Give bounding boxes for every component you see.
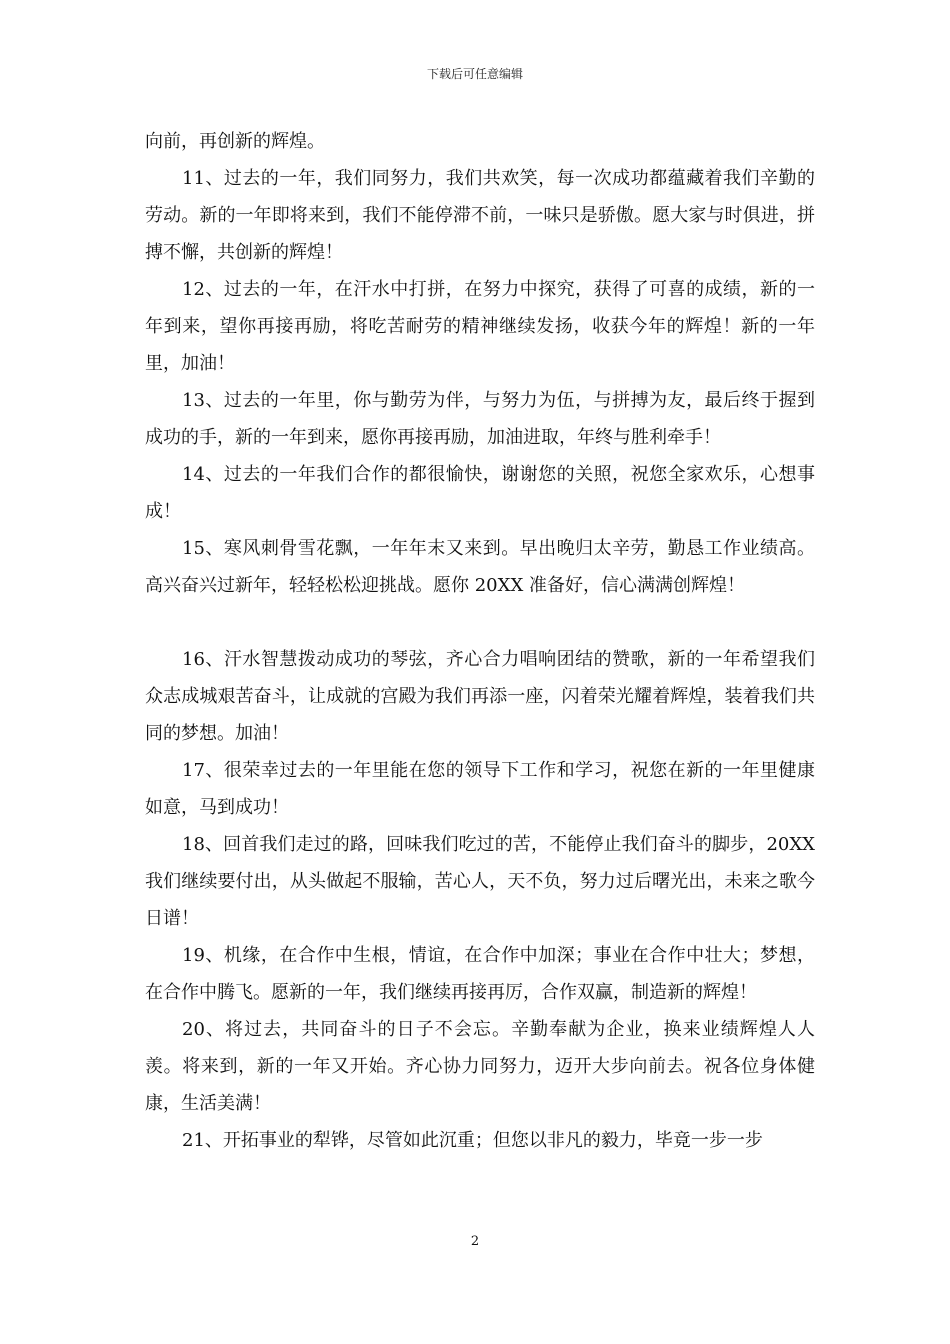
blank-line: [145, 604, 815, 641]
paragraph-20: 20、将过去，共同奋斗的日子不会忘。辛勤奉献为企业，换来业绩辉煌人人羡。将来到，新的一年又开始。齐心协力同努力，迈开大步向前去。祝各位身体健康，生活美满！: [145, 1019, 815, 1114]
paragraph-19: 19、机缘，在合作中生根，情谊，在合作中加深；事业在合作中壮大；梦想，在合作中腾飞。愿新的一年，我们继续再接再厉，合作双赢，制造新的辉煌！: [145, 945, 815, 1003]
paragraph-continuation: 向前，再创新的辉煌。: [145, 131, 325, 152]
paragraph-13: 13、过去的一年里，你与勤劳为伴，与努力为伍，与拼搏为友，最后终于握到成功的手，新的一年到来，愿你再接再励，加油进取，年终与胜利牵手！: [145, 390, 815, 448]
paragraph-12: 12、过去的一年，在汗水中打拼，在努力中探究，获得了可喜的成绩，新的一年到来，望你再接再励，将吃苦耐劳的精神继续发扬，收获今年的辉煌！新的一年里，加油！: [145, 279, 815, 374]
paragraph-16: 16、汗水智慧拨动成功的琴弦，齐心合力唱响团结的赞歌，新的一年希望我们众志成城艰苦奋斗，让成就的宫殿为我们再添一座，闪着荣光耀着辉煌，装着我们共同的梦想。加油！: [145, 649, 815, 744]
paragraph-21: 21、开拓事业的犁铧，尽管如此沉重；但您以非凡的毅力，毕竟一步一步: [182, 1130, 763, 1151]
paragraph-17: 17、很荣幸过去的一年里能在您的领导下工作和学习，祝您在新的一年里健康如意，马到成功！: [145, 760, 815, 818]
paragraph-14: 14、过去的一年我们合作的都很愉快，谢谢您的关照，祝您全家欢乐，心想事成！: [145, 464, 815, 522]
document-body: [145, 123, 815, 1159]
page-number: 2: [470, 1234, 480, 1249]
paragraph-18: 18、回首我们走过的路，回味我们吃过的苦，不能停止我们奋斗的脚步，20XX 我们继续要付出，从头做起不服输，苦心人，天不负，努力过后曙光出，未来之歌今日谱！: [145, 834, 815, 929]
paragraph-11: 11、过去的一年，我们同努力，我们共欢笑，每一次成功都蕴藏着我们辛勤的劳动。新的一年即将来到，我们不能停滞不前，一味只是骄傲。愿大家与时俱进，拼搏不懈，共创新的辉煌！: [145, 168, 815, 263]
page-header: 下载后可任意编辑: [426, 67, 523, 81]
paragraph-15: 15、寒风刺骨雪花飘，一年年末又来到。早出晚归太辛劳，勤恳工作业绩高。高兴奋兴过新年，轻轻松松迎挑战。愿你 20XX 准备好，信心满满创辉煌！: [145, 538, 815, 596]
